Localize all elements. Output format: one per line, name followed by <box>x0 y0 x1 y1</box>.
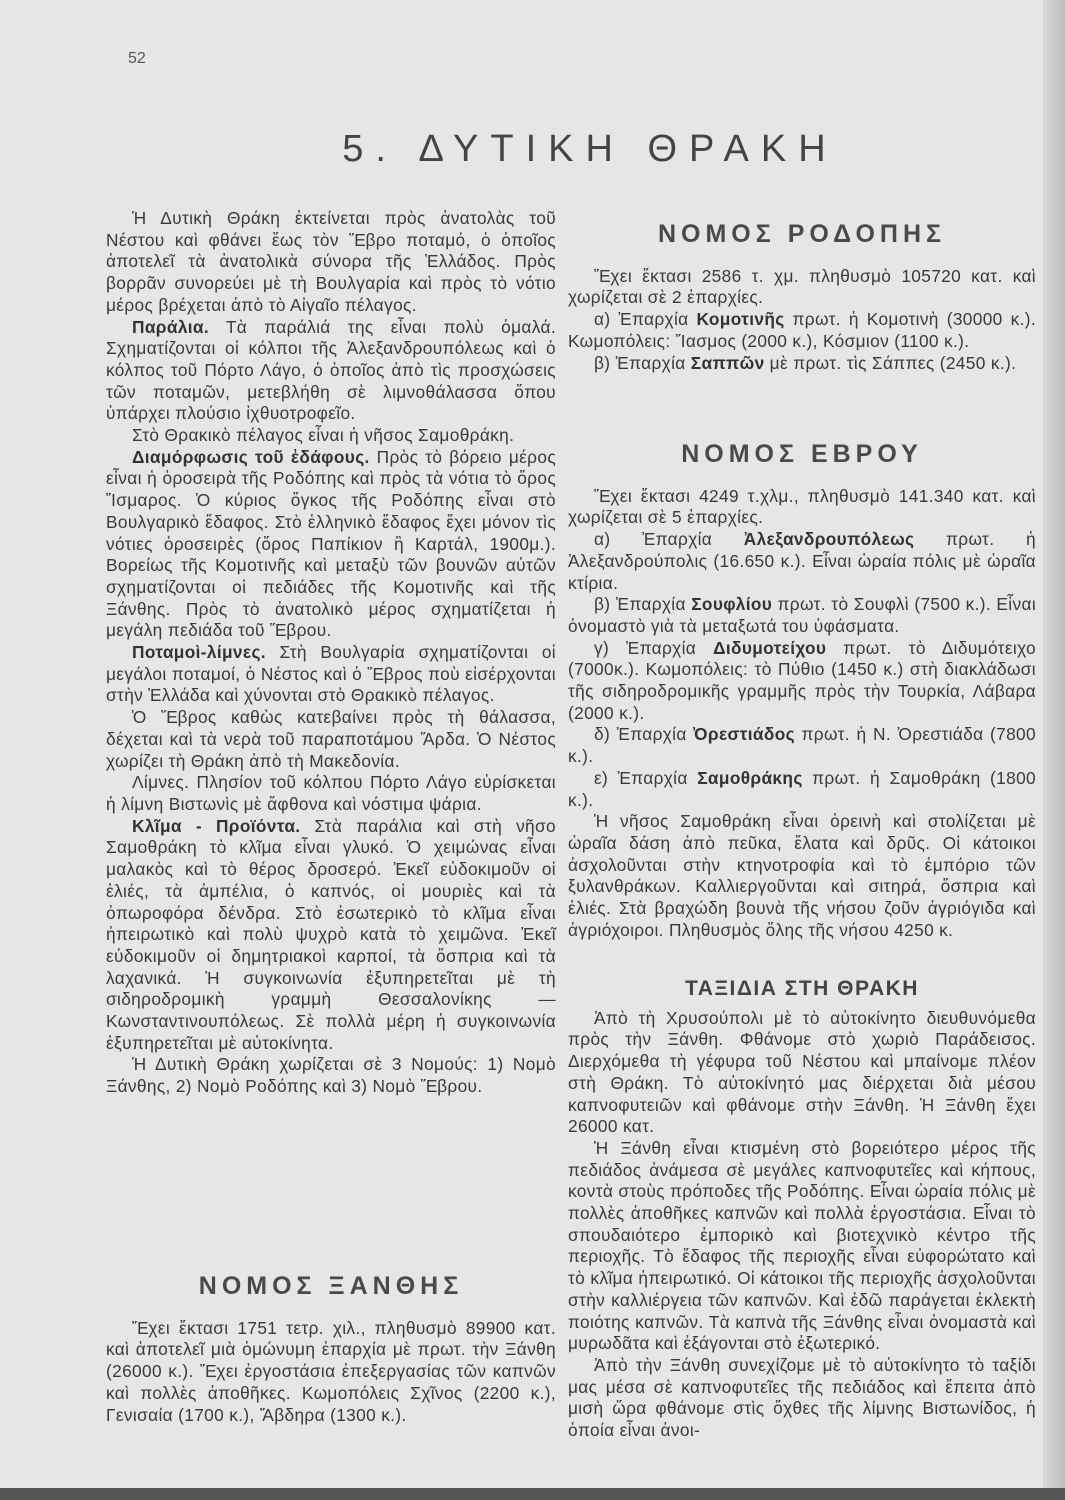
paragraph-prefix: γ) Ἐπαρχία <box>594 637 714 658</box>
paragraph <box>106 1318 556 1427</box>
paragraph-lead-bold: Ποταμοὶ-λίμνες. <box>132 642 266 663</box>
paragraph-text: Στὸ Θρακικὸ πέλαγος εἶναι ἡ νῆσος Σαμοθράκη. <box>132 425 515 446</box>
section-heading: ΤΑΞΙΔΙΑ ΣΤΗ ΘΡΑΚΗ <box>685 977 919 1000</box>
paragraph-text: Τὰ παράλιά της εἶναι πολὺ ὁμαλά. Σχηματίζονται οἱ κόλποι τῆς Ἀλεξανδρουπόλεως καὶ ὁ κόλπος τοῦ Πόρτο Λάγο, ὁ ὁποῖος ἀπὸ τὶς προσχώσεις τῶν ποταμῶν, μετεβλήθη σὲ λιμνοθάλασσα ὅπου ὑπάρχει πλούσιο ἰχθυοτροφεῖο. <box>106 316 556 424</box>
paragraph-lead-bold: Ἀλεξανδρουπόλεως <box>743 529 915 550</box>
section-travel <box>568 978 1036 1442</box>
paragraph <box>568 529 1036 594</box>
page-number: 52 <box>128 50 146 67</box>
paragraph <box>568 594 1036 637</box>
paragraph-text: μὲ πρωτ. τὶς Σάππες (2450 κ.). <box>764 352 1017 373</box>
paragraph-prefix: ε) Ἐπαρχία <box>594 767 698 788</box>
paragraph-lead-bold: Κλῖμα - Προϊόντα. <box>132 815 301 836</box>
paragraph <box>106 772 556 815</box>
paragraph <box>568 1008 1036 1138</box>
section-heading: ΝΟΜΟΣ ΕΒΡΟΥ <box>681 440 923 468</box>
paragraph-text: πρωτ. ἡ Ν. Ὀρεστιάδα (7800 κ.). <box>568 724 1036 767</box>
paragraph-lead-bold: Σαμοθράκης <box>697 767 803 788</box>
paragraph-text: Πρὸς τὸ βόρειο μέρος εἶναι ἡ ὀροσειρὰ τῆς Ροδόπης καὶ πρὸς τὰ νότια τὸ ὄρος Ἴσμαρος. Ὁ κύριος ὄγκος τῆς Ροδόπης εἶναι στὸ Βουλγαρικὸ ἔδαφος. Στὸ ἑλληνικὸ ἔδαφος ἔχει μόνον τὶς νότιες ὀροσειρὲς (ὄρος Παπίκιον ἢ Καρτάλ, 1900μ.). Βορείως τῆς Κομοτινῆς καὶ μεταξὺ τῶν βουνῶν αὐτῶν σχηματίζονται οἱ πεδιάδες τῆς Κομοτινῆς καὶ τῆς Ξάνθης. Πρὸς τὸ ἀνατολικὸ μέρος σχηματίζεται ἡ μεγάλη πεδιάδα τοῦ Ἕβρου. <box>106 446 556 641</box>
paragraph <box>568 724 1036 767</box>
paragraph-text: Ἀπὸ τὴ Χρυσούπολι μὲ τὸ αὐτοκίνητο διευθυνόμεθα πρὸς τὴν Ξάνθη. Φθάνομε στὸ χωριὸ Παράδεισος. Διερχόμεθα τὴ γέφυρα τοῦ Νέστου καὶ μπαίνομε πλέον στὴ Θράκη. Τὸ αὐτοκίνητό μας διέρχεται διὰ μέσου καπνοφυτειῶν καὶ φθάνομε στὴν Ξάνθη. Ἡ Ξάνθη ἔχει 26000 κατ. <box>568 1007 1036 1137</box>
section-heading: ΝΟΜΟΣ ΞΑΝΘΗΣ <box>198 1272 464 1300</box>
paragraph-prefix: δ) Ἐπαρχία <box>594 724 694 745</box>
paragraph <box>568 486 1036 529</box>
paragraph <box>106 208 556 317</box>
paragraph-text: Στὴ Βουλγαρία σχηματίζονται οἱ μεγάλοι ποταμοί, ὁ Νέστος καὶ ὁ Ἕβρος ποὺ εἰσέρχονται στὴν Ἑλλάδα καὶ χύνονται στὸ Θρακικὸ πέλαγος. <box>106 642 556 706</box>
paragraph-lead-bold: Κομοτινῆς <box>696 309 785 330</box>
paragraph <box>106 425 556 447</box>
paragraph <box>106 317 556 426</box>
paragraph-text: Ἔχει ἔκτασι 1751 τετρ. χιλ., πληθυσμὸ 89900 κατ. καὶ ἀποτελεῖ μιὰ ὁμώνυμη ἐπαρχία μὲ πρωτ. τὴν Ξάνθη (26000 κ.). Ἔχει ἐργοστάσια ἐπεξεργασίας τῶν καπνῶν καὶ πολλὲς ἀποθῆκες. Κωμοπόλεις Σχῖνος (2200 κ.), Γενισαία (1700 κ.), Ἄβδηρα (1300 κ.). <box>106 1317 556 1425</box>
chapter-title: 5. ΔΥΤΙΚΗ ΘΡΑΚΗ <box>342 128 838 170</box>
paragraph-text: Ἡ Δυτικὴ Θράκη χωρίζεται σὲ 3 Νομούς: 1) Νομὸ Ξάνθης, 2) Νομὸ Ροδόπης καὶ 3) Νομὸ Ἕβρου. <box>106 1054 556 1097</box>
paragraph-lead-bold: Σαππῶν <box>690 352 765 373</box>
paragraph <box>568 811 1036 941</box>
section-evros <box>568 440 1037 941</box>
paragraph <box>106 1054 556 1097</box>
section-rodopi <box>568 220 1037 374</box>
paragraph-lead-bold: Διδυμοτείχου <box>713 637 827 658</box>
paragraph-text: πρωτ. τὸ Σουφλὶ (7500 κ.). Εἶναι ὀνομαστὸ γιὰ τὰ μεταξωτά του ὑφάσματα. <box>568 594 1037 636</box>
paragraph <box>568 1138 1036 1355</box>
paragraph-text: Στὰ παράλια καὶ στὴ νῆσο Σαμοθράκη τὸ κλῖμα εἶναι γλυκό. Ὁ χειμώνας εἶναι μαλακὸς καὶ τὸ θέρος δροσερό. Ἐκεῖ εὐδοκιμοῦν οἱ ἐλιές, τὰ ἀμπέλια, ὁ καπνός, οἱ μουριὲς καὶ τὰ ὀπωροφόρα δένδρα. Στὸ ἐσωτερικὸ τὸ κλῖμα εἶναι ἠπειρωτικὸ καὶ πολὺ ψυχρὸ κατὰ τὸ χειμῶνα. Ἐκεῖ εὐδοκιμοῦν οἱ δημητριακοὶ καρποί, τὰ ὄσπρια καὶ τὰ λαχανικά. Ἡ συγκοινωνία ἐξυπηρετεῖται μὲ τὴ σιδηροδρομικὴ γραμμὴ Θεσσαλονίκης — Κωνσταντινουπόλεως. Σὲ πολλὰ μέρη ἡ συγκοινωνία ἐξυπηρετεῖται μὲ αὐτοκίνητα. <box>106 815 556 1053</box>
paragraph-lead-bold: Σουφλίου <box>691 594 773 615</box>
paragraph-lead-bold: Διαμόρφωσις τοῦ ἐδάφους. <box>132 446 370 467</box>
paragraph-text: Ἡ Ξάνθη εἶναι κτισμένη στὸ βορειότερο μέρος τῆς πεδιάδος ἀνάμεσα σὲ μεγάλες καπνοφυτεῖες καὶ κήπους, κοντὰ στοὺς πρόποδες τῆς Ροδόπης. Εἶναι ὡραία πόλις μὲ πολλὲς ἀποθῆκες καπνῶν καὶ πολλὰ ἐργοστάσια. Εἶναι τὸ σπουδαιότερο ἐμπορικὸ καὶ βιοτεχνικὸ κέντρο τῆς περιοχῆς. Τὸ ἔδαφος τῆς περιοχῆς εἶναι εὐφορώτατο καὶ τὸ κλῖμα ἠπειρωτικό. Οἱ κάτοικοι τῆς περιοχῆς ἀσχολοῦνται στὴν καλλιέργεια τῶν καπνῶν. Καὶ ἐδῶ παράγεται ἐκλεκτὴ ποιότης καπνῶν. Τὰ καπνὰ τῆς Ξάνθης εἶναι ὀνομαστὰ καὶ μυρωδᾶτα καὶ ἐξάγονται στὸ ἐξωτερικό. <box>568 1137 1036 1354</box>
paragraph-text: Ἡ Δυτικὴ Θράκη ἐκτείνεται πρὸς ἀνατολὰς τοῦ Νέστου καὶ φθάνει ἕως τὸν Ἕβρο ποταμό, ὁ ὁποῖος ἀποτελεῖ τὰ ἀνατολικὰ σύνορα τῆς Ἑλλάδος. Πρὸς βορρᾶν συνορεύει μὲ τὴ Βουλγαρία καὶ πρὸς τὸ νότιο μέρος βρέχεται ἀπὸ τὸ Αἰγαῖο πέλαγος. <box>106 208 556 315</box>
paragraph <box>568 1355 1036 1442</box>
paragraph-prefix: α) Ἐπαρχία <box>594 529 744 550</box>
paragraph-text: Ἡ νῆσος Σαμοθράκη εἶναι ὀρεινὴ καὶ στολίζεται μὲ ὡραῖα δάση ἀπὸ πεῦκα, ἔλατα καὶ δρῦς. Οἱ κάτοικοι ἀσχολοῦνται στὴν κτηνοτροφία καὶ τὸ ἐμπόριο τῶν ξυλανθράκων. Καλλιεργοῦνται καὶ σιτηρά, ὄσπρια καὶ ἐλιές. Στὰ βραχώδη βουνὰ τῆς νήσου ζοῦν ἀγριόγιδα καὶ ἀγριόχοιροι. Πληθυσμὸς ὅλης τῆς νήσου 4250 κ. <box>568 811 1036 940</box>
paragraph-text: Ἔχει ἔκτασι 4249 τ.χλμ., πληθυσμὸ 141.340 κατ. καὶ χωρίζεται σὲ 5 ἐπαρχίες. <box>568 485 1036 528</box>
paragraph-text: Ἔχει ἔκτασι 2586 τ. χμ. πληθυσμὸ 105720 κατ. καὶ χωρίζεται σὲ 2 ἐπαρχίες. <box>568 265 1036 308</box>
paragraph-text: πρωτ. ἡ Σαμοθράκη (1800 κ.). <box>568 767 1036 810</box>
paragraph-text: Ὁ Ἕβρος καθὼς κατεβαίνει πρὸς τὴ θάλασσα, δέχεται καὶ τὰ νερὰ τοῦ παραποτάμου Ἄρδα. Ὁ Νέστος χωρίζει τὴ Θράκη ἀπὸ τὴ Μακεδονία. <box>106 707 556 771</box>
paragraph <box>568 309 1036 352</box>
paragraph <box>568 768 1036 811</box>
scan-edge-shadow <box>1043 0 1065 1500</box>
section-heading: ΝΟΜΟΣ ΡΟΔΟΠΗΣ <box>657 220 947 248</box>
paragraph-prefix: α) Ἐπαρχία <box>594 309 697 330</box>
paragraph <box>568 638 1036 725</box>
paragraph-text: πρωτ. ἡ Κομοτινὴ (30000 κ.). Κωμοπόλεις: Ἴασμος (2000 κ.), Κόσμιον (1100 κ.). <box>568 309 1037 351</box>
paragraph-prefix: β) Ἐπαρχία <box>594 352 691 373</box>
section-xanthi <box>106 1272 556 1426</box>
paragraph <box>568 353 1036 375</box>
paragraph-prefix: β) Ἐπαρχία <box>594 594 692 615</box>
paragraph-text: πρωτ. ἡ Ἀλεξανδρούπολις (16.650 κ.). Εἶναι ὡραία πόλις μὲ ὡραῖα κτίρια. <box>568 529 1036 593</box>
paragraph <box>106 707 556 772</box>
scan-bottom-edge <box>0 1488 1065 1500</box>
paragraph-text: Ἀπὸ τὴν Ξάνθη συνεχίζομε μὲ τὸ αὐτοκίνητο τὸ ταξίδι μας μέσα σὲ καπνοφυτεῖες τῆς πεδιάδος καὶ ἔπειτα ἀπὸ μισὴ ὥρα φθάνομε στὶς ὄχθες τῆς λίμνης Βιστωνίδος, ἡ ὁποία εἶναι ἀνοι- <box>568 1354 1036 1441</box>
paragraph <box>568 266 1036 309</box>
paragraph-lead-bold: Ὀρεστιάδος <box>693 724 795 745</box>
paragraph <box>106 447 556 642</box>
paragraph <box>106 816 556 1055</box>
paragraph <box>106 642 556 707</box>
paragraph-text: Λίμνες. Πλησίον τοῦ κόλπου Πόρτο Λάγο εὑρίσκεται ἡ λίμνη Βιστωνὶς μὲ ἄφθονα καὶ νόστιμα ψάρια. <box>106 772 556 814</box>
paragraph-text: πρωτ. τὸ Διδυμότειχο (7000κ.). Κωμοπόλεις: τὸ Πύθιο (1450 κ.) στὴ διακλάδωσι τῆς σιδηροδρομικῆς γραμμῆς πρὸς τὴν Τουρκία, Λάβαρα (2000 κ.). <box>568 637 1036 723</box>
left-column-intro <box>106 208 556 1098</box>
paragraph-lead-bold: Παράλια. <box>132 316 210 337</box>
